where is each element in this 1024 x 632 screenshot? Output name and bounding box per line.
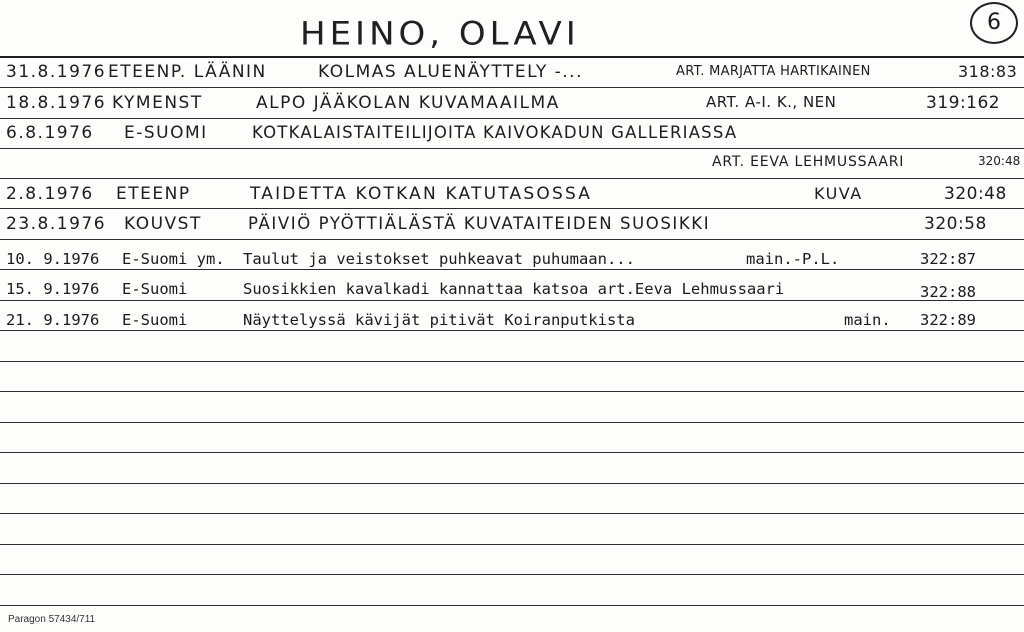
rule-line: [0, 239, 1024, 240]
entry-text: TAIDETTA KOTKAN KATUTASOSSA: [250, 184, 593, 204]
entry-date: 31.8.1976: [6, 62, 107, 82]
entry-date: 18.8.1976: [6, 93, 107, 113]
entry-date: 21. 9.1976: [6, 311, 100, 329]
rule-line: [0, 452, 1024, 453]
entry-ref: 322:89: [920, 311, 976, 329]
entry-author: ART. MARJATTA HARTIKAINEN: [676, 64, 871, 79]
entry-date: 10. 9.1976: [6, 250, 100, 268]
card-title: HEINO, OLAVI: [300, 15, 580, 53]
entry-text: PÄIVIÖ PYÖTTIÄLÄSTÄ KUVATAITEIDEN SUOSIKKI: [248, 214, 711, 233]
entry-text: Näyttelyssä kävijät pitivät Koiranputkista: [243, 311, 635, 329]
entry-date: 6.8.1976: [6, 123, 94, 143]
entry-source: ETEENP. LÄÄNIN: [108, 62, 267, 82]
entry-source: KYMENST: [112, 93, 203, 113]
rule-line: [0, 300, 1024, 301]
entry-ref: 319:162: [926, 93, 1001, 113]
entry-date: 23.8.1976: [6, 214, 107, 234]
entry-source: E-Suomi: [122, 311, 188, 329]
rule-line: [0, 544, 1024, 545]
printer-imprint: Paragon 57434/711: [8, 614, 96, 625]
entry-date: 2.8.1976: [6, 184, 94, 204]
rule-line: [0, 56, 1024, 58]
rule-line: [0, 574, 1024, 575]
rule-line: [0, 178, 1024, 179]
rule-line: [0, 361, 1024, 362]
rule-line: [0, 605, 1024, 606]
entry-source: ETEENP: [116, 184, 191, 204]
rule-line: [0, 269, 1024, 270]
entry-source: KOUVST: [124, 214, 202, 234]
entry-date: 15. 9.1976: [6, 280, 100, 298]
entry-source: E-Suomi: [122, 280, 188, 298]
rule-line: [0, 391, 1024, 392]
entry-ref: 320:48: [944, 184, 1007, 204]
card-number-circle: 6: [970, 2, 1018, 44]
entry-text: KOTKALAISTAITEILIJOITA KAIVOKADUN GALLERIASSA: [252, 123, 738, 142]
entry-ref: 320:58: [924, 214, 987, 234]
entry-ref: 318:83: [958, 62, 1018, 81]
rule-line: [0, 148, 1024, 149]
rule-line: [0, 87, 1024, 88]
rule-line: [0, 422, 1024, 423]
entry-author: main.-P.L.: [746, 250, 840, 268]
entry-source: E-Suomi ym.: [122, 250, 225, 268]
entry-ref: 320:48: [978, 154, 1021, 168]
entry-source: E-SUOMI: [124, 123, 208, 143]
rule-line: [0, 118, 1024, 119]
rule-line: [0, 483, 1024, 484]
entry-ref: 322:88: [920, 283, 976, 301]
rule-line: [0, 513, 1024, 514]
entry-author: ART. EEVA LEHMUSSAARI: [712, 154, 905, 170]
rule-line: [0, 208, 1024, 209]
entry-text: Suosikkien kavalkadi kannattaa katsoa art.Eeva Lehmussaari: [243, 280, 785, 298]
rule-line: [0, 330, 1024, 331]
entry-text: ALPO JÄÄKOLAN KUVAMAAILMA: [256, 93, 560, 113]
entry-text: Taulut ja veistokset puhkeavat puhumaan...: [243, 250, 635, 268]
entry-author: KUVA: [814, 184, 863, 203]
entry-author: ART. A-I. K., NEN: [706, 93, 837, 111]
entry-author: main.: [844, 311, 891, 329]
entry-text: KOLMAS ALUENÄYTTELY -...: [318, 62, 583, 82]
entry-ref: 322:87: [920, 250, 976, 268]
